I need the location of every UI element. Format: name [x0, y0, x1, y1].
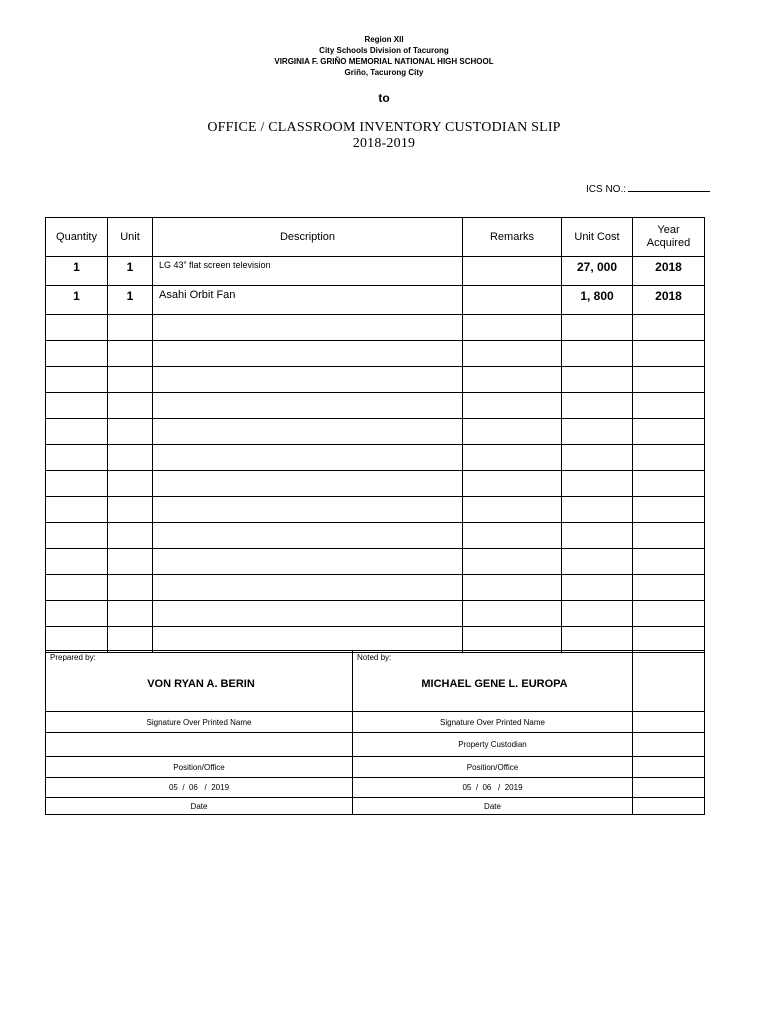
empty-cell	[46, 315, 108, 341]
noted-by-label: Noted by:	[357, 653, 392, 662]
empty-cell	[46, 471, 108, 497]
quantity-cell: 1	[46, 257, 108, 286]
empty-cell	[633, 601, 705, 627]
empty-cell	[463, 523, 562, 549]
col-unit-cost: Unit Cost	[562, 218, 633, 257]
empty-cell	[463, 419, 562, 445]
ics-blank-line	[628, 182, 710, 192]
empty-cell	[46, 393, 108, 419]
year-cell: 2018	[633, 257, 705, 286]
empty-cell	[562, 315, 633, 341]
empty-table-row	[46, 445, 705, 471]
empty-cell	[46, 549, 108, 575]
empty-cell	[463, 315, 562, 341]
empty-cell	[46, 523, 108, 549]
empty-cell	[46, 445, 108, 471]
empty-cell	[463, 393, 562, 419]
prepared-by-name: VON RYAN A. BERIN	[147, 678, 255, 690]
empty-cell	[108, 445, 153, 471]
table-row	[46, 257, 705, 286]
empty-cell	[463, 367, 562, 393]
empty-table-row	[46, 471, 705, 497]
empty-cell	[562, 445, 633, 471]
blank-cell	[633, 798, 705, 815]
description-cell: LG 43” flat screen television	[153, 257, 463, 286]
empty-cell	[153, 315, 463, 341]
empty-cell	[463, 627, 562, 653]
empty-cell	[153, 627, 463, 653]
empty-cell	[108, 419, 153, 445]
signature-table	[45, 650, 705, 815]
position-caption: Position/Office	[46, 757, 353, 778]
unit-cost-cell: 1, 800	[562, 286, 633, 315]
unit-cell: 1	[108, 286, 153, 315]
remarks-cell	[463, 286, 562, 315]
doc-title: OFFICE / CLASSROOM INVENTORY CUSTODIAN SLIP	[207, 120, 561, 135]
doc-header	[0, 34, 768, 78]
signature-caption: Signature Over Printed Name	[46, 712, 353, 733]
empty-table-row	[46, 419, 705, 445]
school-name: VIRGINIA F. GRIÑO MEMORIAL NATIONAL HIGH SCHOOL	[274, 57, 494, 66]
col-remarks: Remarks	[463, 218, 562, 257]
noted-position: Property Custodian	[353, 733, 633, 757]
empty-cell	[633, 393, 705, 419]
prepared-date: 05 / 06 / 2019	[46, 778, 353, 798]
empty-cell	[108, 497, 153, 523]
empty-cell	[153, 523, 463, 549]
doc-year: 2018-2019	[352, 136, 416, 151]
empty-table-row	[46, 367, 705, 393]
empty-cell	[46, 497, 108, 523]
empty-cell	[46, 627, 108, 653]
blank-cell	[633, 712, 705, 733]
empty-cell	[108, 601, 153, 627]
empty-rows	[46, 315, 705, 653]
empty-table-row	[46, 627, 705, 653]
empty-cell	[463, 445, 562, 471]
date-caption: Date	[46, 798, 353, 815]
empty-cell	[562, 601, 633, 627]
prepared-by-cell	[46, 651, 353, 712]
empty-cell	[108, 549, 153, 575]
empty-cell	[153, 445, 463, 471]
empty-table-row	[46, 601, 705, 627]
empty-table-row	[46, 497, 705, 523]
empty-cell	[562, 497, 633, 523]
empty-cell	[153, 471, 463, 497]
empty-cell	[633, 445, 705, 471]
empty-cell	[153, 497, 463, 523]
ics-number	[586, 182, 710, 195]
unit-cell: 1	[108, 257, 153, 286]
empty-cell	[633, 497, 705, 523]
empty-cell	[108, 523, 153, 549]
empty-cell	[153, 419, 463, 445]
empty-cell	[108, 393, 153, 419]
empty-table-row	[46, 315, 705, 341]
empty-cell	[46, 601, 108, 627]
col-unit: Unit	[108, 218, 153, 257]
empty-cell	[108, 575, 153, 601]
empty-cell	[633, 471, 705, 497]
empty-table-row	[46, 549, 705, 575]
col-quantity: Quantity	[46, 218, 108, 257]
school-address: Griño, Tacurong City	[344, 68, 424, 77]
empty-cell	[108, 367, 153, 393]
empty-cell	[463, 601, 562, 627]
empty-cell	[562, 367, 633, 393]
prepared-position-cell	[46, 733, 353, 757]
empty-cell	[633, 341, 705, 367]
noted-date: 05 / 06 / 2019	[353, 778, 633, 798]
blank-cell	[633, 757, 705, 778]
quantity-cell: 1	[46, 286, 108, 315]
signature-caption: Signature Over Printed Name	[353, 712, 633, 733]
empty-cell	[108, 315, 153, 341]
empty-cell	[633, 627, 705, 653]
prepared-by-label: Prepared by:	[50, 653, 96, 662]
empty-cell	[633, 419, 705, 445]
description-cell: Asahi Orbit Fan	[153, 286, 463, 315]
empty-cell	[153, 393, 463, 419]
empty-cell	[153, 575, 463, 601]
empty-cell	[463, 471, 562, 497]
position-caption: Position/Office	[353, 757, 633, 778]
blank-cell	[633, 733, 705, 757]
empty-cell	[633, 367, 705, 393]
blank-cell	[633, 778, 705, 798]
empty-cell	[46, 367, 108, 393]
to-text: to	[378, 91, 390, 105]
region-text: Region XII	[364, 35, 404, 44]
doc-title-block	[0, 120, 768, 152]
empty-cell	[46, 575, 108, 601]
empty-cell	[633, 575, 705, 601]
empty-table-row	[46, 523, 705, 549]
empty-cell	[153, 367, 463, 393]
empty-cell	[562, 523, 633, 549]
col-year-acquired: Year Acquired	[633, 218, 705, 257]
empty-cell	[153, 549, 463, 575]
ics-label: ICS NO.:	[586, 184, 627, 195]
division-text: City Schools Division of Tacurong	[319, 46, 449, 55]
empty-cell	[108, 627, 153, 653]
unit-cost-cell: 27, 000	[562, 257, 633, 286]
empty-cell	[153, 601, 463, 627]
empty-cell	[463, 575, 562, 601]
empty-cell	[562, 549, 633, 575]
table-row	[46, 286, 705, 315]
year-cell: 2018	[633, 286, 705, 315]
date-caption: Date	[353, 798, 633, 815]
empty-cell	[463, 341, 562, 367]
remarks-cell	[463, 257, 562, 286]
empty-cell	[562, 341, 633, 367]
table-header-row	[46, 218, 705, 257]
noted-by-cell	[353, 651, 633, 712]
empty-cell	[633, 523, 705, 549]
empty-cell	[562, 419, 633, 445]
empty-cell	[108, 341, 153, 367]
empty-table-row	[46, 341, 705, 367]
empty-cell	[562, 627, 633, 653]
inventory-table	[45, 217, 705, 653]
empty-table-row	[46, 393, 705, 419]
empty-cell	[562, 575, 633, 601]
empty-cell	[633, 315, 705, 341]
empty-cell	[562, 393, 633, 419]
empty-cell	[463, 497, 562, 523]
empty-cell	[562, 471, 633, 497]
empty-table-row	[46, 575, 705, 601]
empty-cell	[46, 341, 108, 367]
blank-cell	[633, 651, 705, 712]
empty-cell	[46, 419, 108, 445]
empty-cell	[153, 341, 463, 367]
col-description: Description	[153, 218, 463, 257]
noted-by-name: MICHAEL GENE L. EUROPA	[421, 678, 568, 690]
empty-cell	[463, 549, 562, 575]
empty-cell	[633, 549, 705, 575]
empty-cell	[108, 471, 153, 497]
